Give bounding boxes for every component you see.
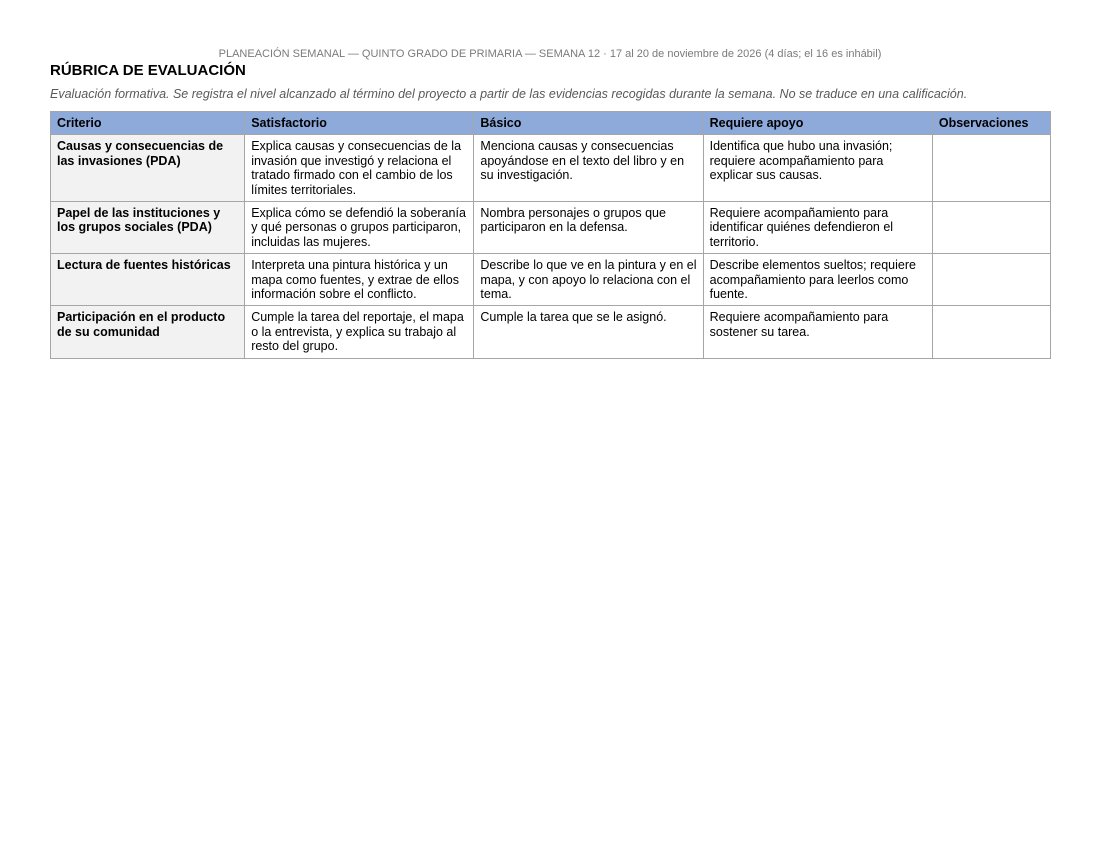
basico-cell: Cumple la tarea que se le asignó. bbox=[474, 306, 703, 358]
requiere-apoyo-cell: Identifica que hubo una invasión; requiere acompañamiento para explicar sus causas. bbox=[703, 135, 932, 202]
requiere-apoyo-cell: Requiere acompañamiento para sostener su tarea. bbox=[703, 306, 932, 358]
observaciones-cell[interactable] bbox=[932, 135, 1050, 202]
table-header-row bbox=[51, 112, 1051, 135]
rubric-table bbox=[50, 111, 1051, 359]
satisfactorio-cell: Cumple la tarea del reportaje, el mapa o la entrevista, y explica su trabajo al resto del grupo. bbox=[245, 306, 474, 358]
requiere-apoyo-cell: Requiere acompañamiento para identificar quiénes defendieron el territorio. bbox=[703, 202, 932, 254]
basico-cell: Nombra personajes o grupos que participaron en la defensa. bbox=[474, 202, 703, 254]
table-row bbox=[51, 135, 1051, 202]
page-header: PLANEACIÓN SEMANAL — QUINTO GRADO DE PRIMARIA — SEMANA 12 · 17 al 20 de noviembre de 2026 (4 días; el 16 es inhábil) bbox=[218, 48, 882, 60]
satisfactorio-cell: Explica cómo se defendió la soberanía y qué personas o grupos participaron, incluidas las mujeres. bbox=[245, 202, 474, 254]
satisfactorio-cell: Explica causas y consecuencias de la invasión que investigó y relaciona el tratado firmado con el cambio de los límites territoriales. bbox=[245, 135, 474, 202]
table-row bbox=[51, 306, 1051, 358]
criterio-cell: Causas y consecuencias de las invasiones (PDA) bbox=[51, 135, 245, 202]
column-header-requiere-apoyo: Requiere apoyo bbox=[703, 112, 932, 135]
table-row bbox=[51, 254, 1051, 306]
column-header-criterio: Criterio bbox=[51, 112, 245, 135]
criterio-cell: Lectura de fuentes históricas bbox=[51, 254, 245, 306]
observaciones-cell[interactable] bbox=[932, 306, 1050, 358]
page-title: RÚBRICA DE EVALUACIÓN bbox=[50, 62, 246, 79]
basico-cell: Describe lo que ve en la pintura y en el mapa, y con apoyo lo relaciona con el tema. bbox=[474, 254, 703, 306]
column-header-satisfactorio: Satisfactorio bbox=[245, 112, 474, 135]
satisfactorio-cell: Interpreta una pintura histórica y un mapa como fuentes, y extrae de ellos información sobre el conflicto. bbox=[245, 254, 474, 306]
page-subtitle: Evaluación formativa. Se registra el nivel alcanzado al término del proyecto a partir de las evidencias recogidas durante la semana. No se traduce en una calificación. bbox=[50, 87, 968, 101]
criterio-cell: Papel de las instituciones y los grupos sociales (PDA) bbox=[51, 202, 245, 254]
column-header-observaciones: Observaciones bbox=[932, 112, 1050, 135]
observaciones-cell[interactable] bbox=[932, 254, 1050, 306]
observaciones-cell[interactable] bbox=[932, 202, 1050, 254]
requiere-apoyo-cell: Describe elementos sueltos; requiere acompañamiento para leerlos como fuente. bbox=[703, 254, 932, 306]
basico-cell: Menciona causas y consecuencias apoyándose en el texto del libro y en su investigación. bbox=[474, 135, 703, 202]
table-row bbox=[51, 202, 1051, 254]
column-header-basico: Básico bbox=[474, 112, 703, 135]
criterio-cell: Participación en el producto de su comunidad bbox=[51, 306, 245, 358]
